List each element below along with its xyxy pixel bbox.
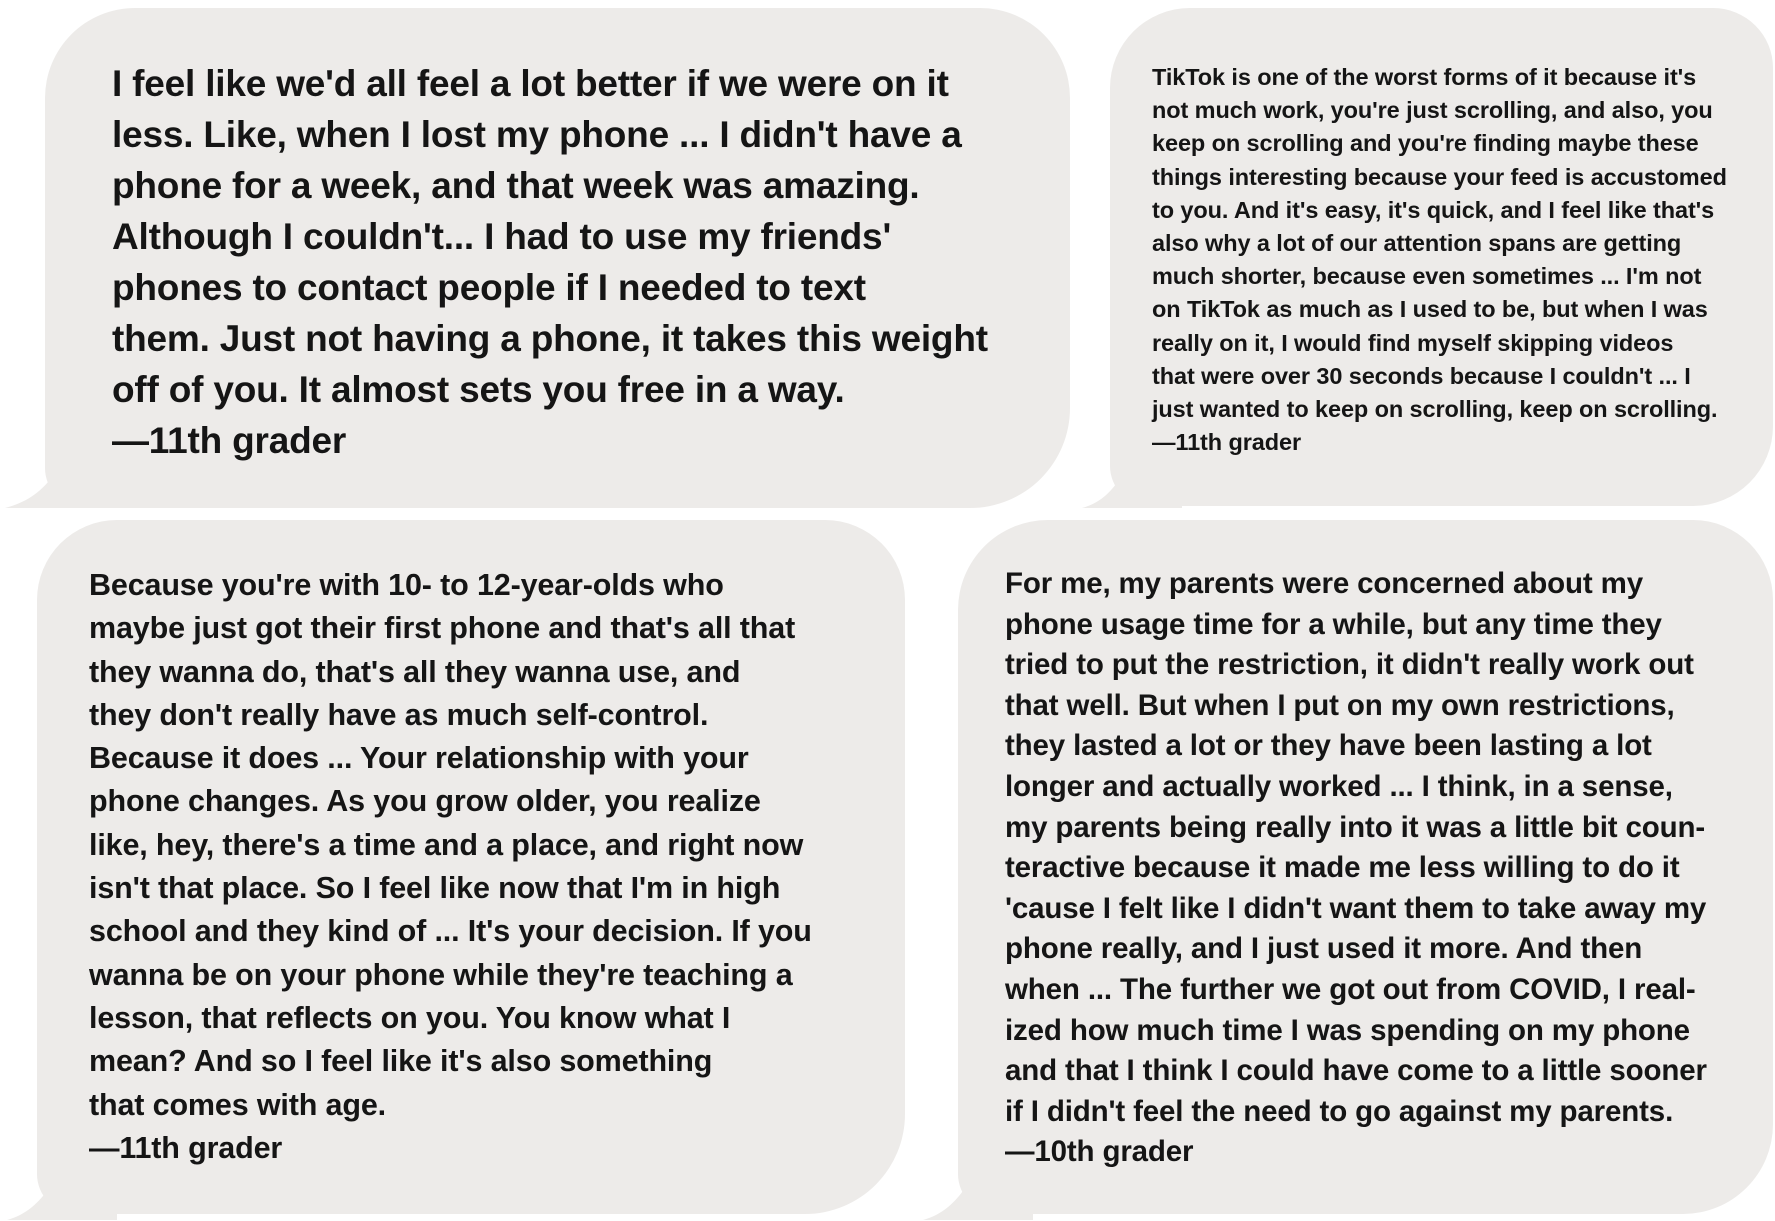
quote-line: Because it does ... Your relationship with your	[89, 741, 749, 776]
quote-line: phone really, and I just used it more. And then	[1005, 932, 1643, 966]
quote-line: them. Just not having a phone, it takes this weight	[112, 318, 988, 359]
quote-line: not much work, you're just scrolling, and also, you	[1152, 97, 1713, 124]
quote-text-1	[45, 8, 1070, 466]
quote-line: phones to contact people if I needed to text	[112, 267, 866, 308]
quote-line: that were over 30 seconds because I couldn't ... I	[1152, 362, 1691, 389]
quote-line: to you. And it's easy, it's quick, and I feel like that's	[1152, 196, 1715, 223]
quote-line: they lasted a lot or they have been lasting a lot	[1005, 729, 1652, 763]
quote-line: I feel like we'd all feel a lot better if we were on it	[112, 63, 949, 104]
quote-text-4	[958, 520, 1773, 1173]
quote-line: phone changes. As you grow older, you realize	[89, 784, 761, 819]
quote-line: ized how much time I was spending on my phone	[1005, 1013, 1690, 1047]
quote-line: on TikTok as much as I used to be, but when I was	[1152, 296, 1708, 323]
quote-bubble-2	[1110, 8, 1773, 506]
quote-line: tried to put the restriction, it didn't really work out	[1005, 648, 1694, 682]
quote-attribution: —11th grader	[1152, 429, 1301, 456]
quote-line: much shorter, because even sometimes ... I'm not	[1152, 263, 1702, 290]
quote-line: Because you're with 10- to 12-year-olds who	[89, 568, 724, 602]
quote-line: teractive because it made me less willing to do it	[1005, 851, 1680, 885]
quote-line: TikTok is one of the worst forms of it because it's	[1152, 64, 1697, 90]
quote-line: also why a lot of our attention spans are getting	[1152, 230, 1682, 257]
quote-line: keep on scrolling and you're finding maybe these	[1152, 130, 1699, 157]
quote-line: my parents being really into it was a little bit coun-	[1005, 810, 1706, 844]
quote-line: they don't really have as much self-control.	[89, 697, 709, 732]
quote-line: mean? And so I feel like it's also something	[89, 1044, 713, 1079]
quote-line: really on it, I would find myself skipping videos	[1152, 329, 1674, 356]
quote-line: wanna be on your phone while they're teaching a	[89, 957, 793, 992]
quote-bubble-4	[958, 520, 1773, 1214]
quote-line: when ... The further we got out from COVID, I real-	[1005, 972, 1696, 1006]
quote-line: if I didn't feel the need to go against my parents.	[1005, 1094, 1674, 1128]
quote-line: longer and actually worked ... I think, in a sense,	[1005, 769, 1673, 803]
quote-line: like, hey, there's a time and a place, and right now	[89, 827, 804, 862]
quote-bubble-1	[45, 8, 1070, 508]
quote-line: just wanted to keep on scrolling, keep on scrolling.	[1152, 396, 1718, 423]
quote-line: school and they kind of ... It's your decision. If you	[89, 914, 812, 949]
quote-line: For me, my parents were concerned about my	[1005, 567, 1643, 600]
quote-line: phone for a week, and that week was amazing.	[112, 165, 920, 206]
quote-attribution: —10th grader	[1005, 1135, 1194, 1169]
quote-attribution: —11th grader	[89, 1130, 283, 1165]
quote-line: they wanna do, that's all they wanna use, and	[89, 654, 741, 689]
quote-line: Although I couldn't... I had to use my friends'	[112, 216, 892, 257]
quote-line: less. Like, when I lost my phone ... I didn't have a	[112, 114, 962, 155]
quote-attribution: —11th grader	[112, 420, 347, 461]
quote-bubble-3	[37, 520, 905, 1214]
quote-line: phone usage time for a while, but any time they	[1005, 607, 1662, 641]
quote-line: isn't that place. So I feel like now that I'm in high	[89, 871, 781, 906]
quote-line: lesson, that reflects on you. You know what I	[89, 1000, 731, 1035]
quote-line: that well. But when I put on my own restrictions,	[1005, 688, 1675, 722]
quote-line: maybe just got their first phone and that's all that	[89, 611, 796, 646]
quote-text-2	[1110, 8, 1773, 459]
quote-line: that comes with age.	[89, 1087, 386, 1122]
quote-line: off of you. It almost sets you free in a way.	[112, 369, 845, 410]
quote-line: things interesting because your feed is accustomed	[1152, 163, 1727, 190]
quote-line: 'cause I felt like I didn't want them to take away my	[1005, 891, 1707, 925]
quote-text-3	[37, 520, 905, 1170]
quote-line: and that I think I could have come to a little sooner	[1005, 1054, 1707, 1088]
